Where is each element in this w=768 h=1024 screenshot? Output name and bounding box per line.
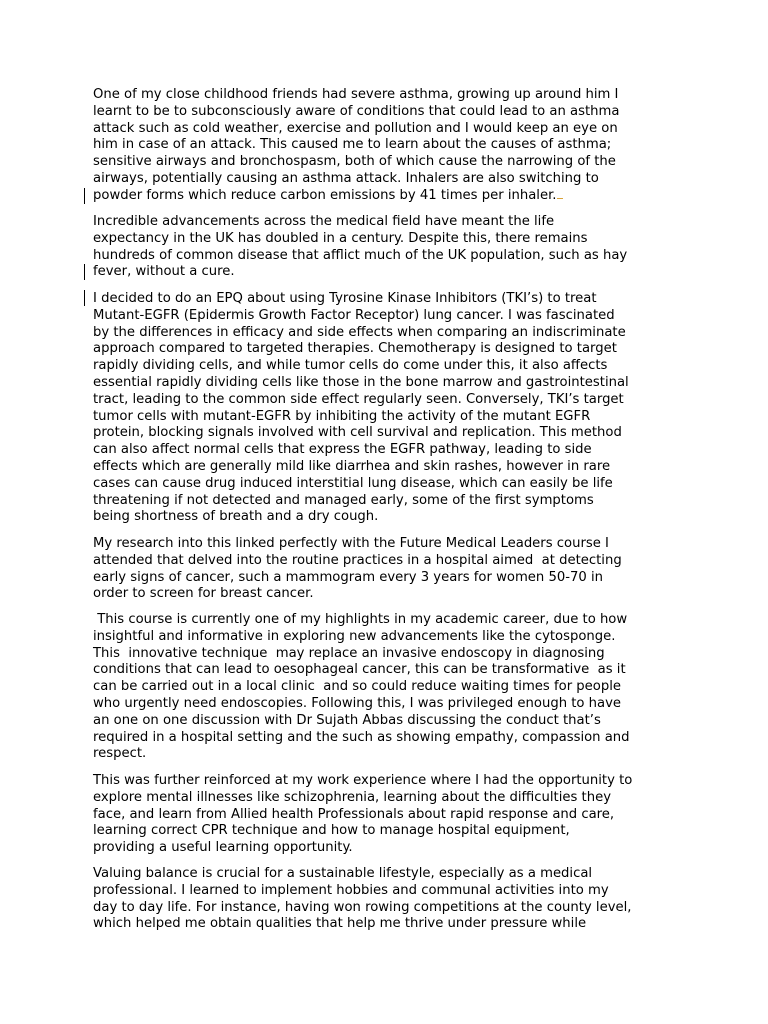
text-line: I decided to do an EPQ about using Tyrosine Kinase Inhibitors (TKI’s) to treat — [93, 291, 597, 306]
change-bar — [84, 290, 85, 306]
comment-marker-icon[interactable] — [557, 198, 563, 199]
text-line: sensitive airways and bronchospasm, both of which cause the narrowing of the — [93, 154, 616, 170]
paragraph-course — [93, 612, 683, 763]
text-line: by the differences in efficacy and side effects when comparing an indiscriminate — [93, 324, 626, 340]
text-line: professional. I learned to implement hobbies and communal activities into my — [93, 882, 609, 898]
text-line: learning correct CPR technique and how to manage hospital equipment, — [93, 823, 570, 839]
text-line: Valuing balance is crucial for a sustainable lifestyle, especially as a medical — [93, 866, 593, 881]
text-line: Incredible advancements across the medical field have meant the life — [93, 214, 555, 229]
text-line: an one on one discussion with Dr Sujath Abbas discussing the conduct that’s — [93, 712, 601, 728]
text-line: attack such as cold weather, exercise and pollution and I would keep an eye on — [93, 120, 618, 136]
paragraph-balance — [93, 866, 683, 933]
change-bar — [84, 264, 85, 280]
text-line: approach compared to targeted therapies. Chemotherapy is designed to target — [93, 341, 617, 357]
text-line: rapidly dividing cells, and while tumor cells do come under this, it also affects — [93, 358, 608, 374]
text-line: expectancy in the UK has doubled in a century. Despite this, there remains — [93, 230, 588, 246]
text-line: being shortness of breath and a dry cough. — [93, 509, 379, 525]
text-line: airways, potentially causing an asthma attack. Inhalers are also switching to — [93, 170, 599, 186]
text-line: tract, leading to the common side effect regularly seen. Conversely, TKI’s target — [93, 391, 624, 407]
text-line: providing a useful learning opportunity. — [93, 840, 353, 856]
text-line: tumor cells with mutant-EGFR by inhibiting the activity of the mutant EGFR — [93, 408, 591, 424]
text-line: fever, without a cure. — [93, 264, 235, 280]
text-line: conditions that can lead to oesophageal cancer, this can be transformative as it — [93, 662, 626, 678]
text-line: can be carried out in a local clinic and so could reduce waiting times for people — [93, 679, 622, 695]
text-line: insightful and informative in exploring new advancements like the cytosponge. — [93, 628, 616, 644]
text-line: order to screen for breast cancer. — [93, 586, 314, 602]
text-line: attended that delved into the routine practices in a hospital aimed at detecting — [93, 552, 622, 568]
text-line: powder forms which reduce carbon emissions by 41 times per inhaler. — [93, 187, 557, 203]
paragraph-work-experience — [93, 773, 683, 857]
text-line: My research into this linked perfectly with the Future Medical Leaders course I — [93, 536, 609, 551]
text-line: which helped me obtain qualities that help me thrive under pressure while — [93, 916, 587, 932]
text-line: face, and learn from Allied health Professionals about rapid response and care, — [93, 806, 615, 822]
text-line: protein, blocking signals involved with cell survival and replication. This method — [93, 425, 622, 441]
text-line: early signs of cancer, such a mammogram every 3 years for women 50-70 in — [93, 569, 604, 585]
text-line: This was further reinforced at my work experience where I had the opportunity to — [93, 773, 633, 788]
text-line: can also affect normal cells that express the EGFR pathway, leading to side — [93, 442, 592, 458]
text-line: This innovative technique may replace an invasive endoscopy in diagnosing — [93, 645, 605, 661]
paragraph-asthma — [93, 87, 683, 205]
text-line-last — [93, 188, 683, 205]
text-line: day to day life. For instance, having won rowing competitions at the county level, — [93, 899, 632, 915]
text-line: hundreds of common disease that afflict much of the UK population, such as hay — [93, 247, 628, 263]
text-line: essential rapidly dividing cells like those in the bone marrow and gastrointestinal — [93, 374, 629, 390]
text-line: effects which are generally mild like diarrhea and skin rashes, however in rare — [93, 458, 611, 474]
text-line: Mutant-EGFR (Epidermis Growth Factor Receptor) lung cancer. I was fascinated — [93, 307, 615, 323]
paragraph-research — [93, 536, 683, 603]
text-line: explore mental illnesses like schizophrenia, learning about the difficulties they — [93, 789, 612, 805]
text-line: required in a hospital setting and the such as showing empathy, compassion and — [93, 729, 630, 745]
text-line: him in case of an attack. This caused me to learn about the causes of asthma; — [93, 137, 612, 153]
text-line: respect. — [93, 746, 147, 762]
text-line: threatening if not detected and managed early, some of the first symptoms — [93, 492, 594, 508]
text-line: This course is currently one of my highlights in my academic career, due to how — [93, 612, 628, 627]
text-line: cases can cause drug induced interstitial lung disease, which can easily be life — [93, 475, 613, 491]
text-line: who urgently need endoscopies. Following this, I was privileged enough to have — [93, 695, 622, 711]
text-line: learnt to be to subconsciously aware of conditions that could lead to an asthma — [93, 103, 620, 119]
paragraph-advancements — [93, 214, 683, 281]
change-bar — [84, 188, 85, 204]
paragraph-epq — [93, 291, 683, 526]
text-line: One of my close childhood friends had severe asthma, growing up around him I — [93, 87, 619, 102]
